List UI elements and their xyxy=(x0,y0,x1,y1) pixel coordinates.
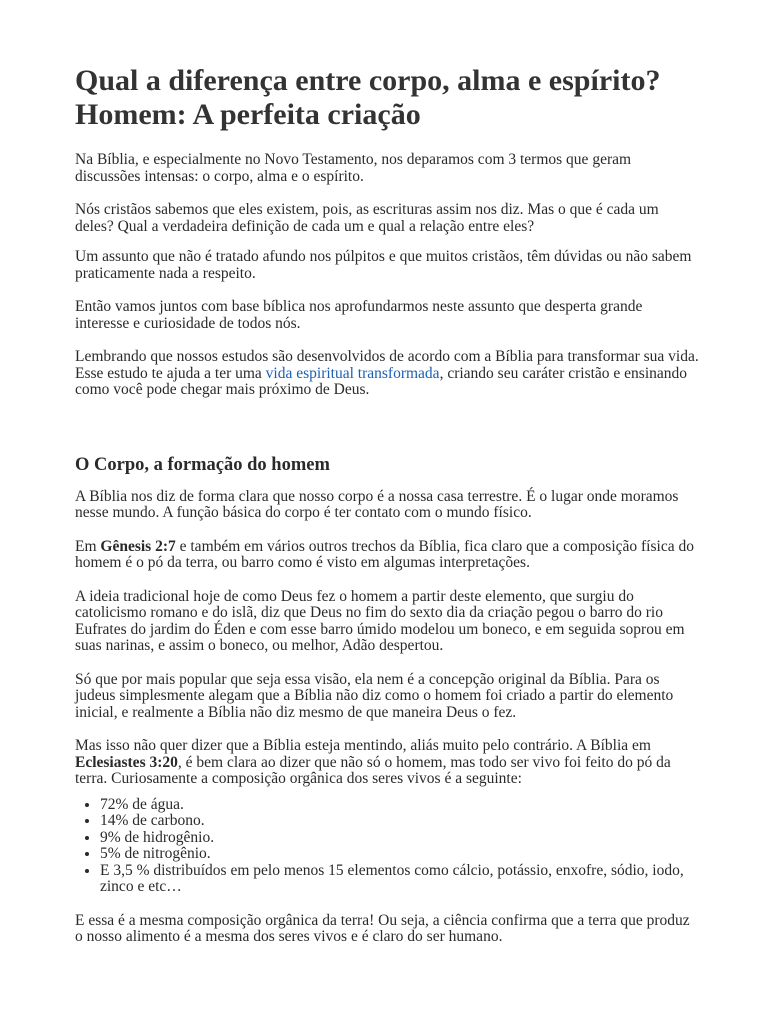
body-paragraph-5 xyxy=(75,738,700,788)
list-item: • 9% de hidrogênio. xyxy=(100,830,700,847)
body-paragraph-3: A ideia tradicional hoje de como Deus fez o homem a partir deste elemento, que surgiu do catolicismo romano e do islã, diz que Deus no fim do sexto dia da criação pegou o barro do rio Eufrates do jardim do Éden e com esse barro úmido modelou um boneco, e em seguida soprou em suas narinas, e assim o boneco, ou melhor, Adão despertou. xyxy=(75,587,685,654)
intro-paragraph-1: Na Bíblia, e especialmente no Novo Testamento, nos deparamos com 3 termos que geram discussões intensas: o corpo, alma e o espírito. xyxy=(75,151,632,185)
intro-paragraph-2: Nós cristãos sabemos que eles existem, pois, as escrituras assim nos diz. Mas o que é cada um deles? Qual a verdadeira definição de cada um e qual a relação entre eles? xyxy=(75,201,659,235)
title-line-2: Homem: A perfeita criação xyxy=(75,98,421,131)
list-item: • 72% de água. xyxy=(100,797,700,814)
body-paragraph-2-text-a: Em xyxy=(75,537,101,555)
list-item: • E 3,5 % distribuídos em pelo menos 15 elementos como cálcio, potássio, enxofre, sódio, iodo, zinco e etc… xyxy=(100,863,700,896)
body-paragraph-2 xyxy=(75,539,700,572)
intro-paragraph-4: Então vamos juntos com base bíblica nos aprofundarmos neste assunto que desperta grande interesse e curiosidade de todos nós. xyxy=(75,298,643,332)
page-title xyxy=(75,64,700,132)
title-line-1: Qual a diferença entre corpo, alma e espírito? xyxy=(75,64,661,97)
section-heading: O Corpo, a formação do homem xyxy=(75,454,330,475)
body-paragraph-1: A Bíblia nos diz de forma clara que nosso corpo é a nossa casa terrestre. É o lugar onde moramos nesse mundo. A função básica do corpo é ter contato com o mundo físico. xyxy=(75,487,679,521)
intro-paragraph-3: Um assunto que não é tratado afundo nos púlpitos e que muitos cristãos, têm dúvidas ou não sabem praticamente nada a respeito. xyxy=(75,248,692,282)
article-body xyxy=(75,64,700,946)
body-paragraph-5-text-a: Mas isso não quer dizer que a Bíblia esteja mentindo, aliás muito pelo contrário. A Bíblia em xyxy=(75,737,651,754)
list-item: • 5% de nitrogênio. xyxy=(100,846,700,863)
list-item: • 14% de carbono. xyxy=(100,813,700,830)
body-paragraph-2-text-b: e também em vários outros trechos da Bíblia, fica claro que a composição física do homem é o pó da terra, ou barro como é visto em algumas interpretações. xyxy=(75,537,694,571)
verse-reference-genesis: Gênesis 2:7 xyxy=(100,537,176,555)
spiritual-life-link[interactable]: vida espiritual transformada xyxy=(265,364,440,382)
intro-paragraph-5-text-a: Lembrando que nossos estudos são desenvolvidos de acordo com a Bíblia para transformar sua vida. Esse estudo te ajuda a ter uma xyxy=(75,348,699,382)
body-paragraph-6: E essa é a mesma composição orgânica da terra! Ou seja, a ciência confirma que a terra que produz o nosso alimento é a mesma dos seres vivos e é claro do ser humano. xyxy=(75,911,690,945)
body-paragraph-5-text-b: , é bem clara ao dizer que não só o homem, mas todo ser vivo foi feito do pó da terra. Curiosamente a composição orgânica dos seres vivos é a seguinte: xyxy=(75,753,671,787)
body-paragraph-4: Só que por mais popular que seja essa visão, ela nem é a concepção original da Bíblia. Para os judeus simplesmente alegam que a Bíblia não diz como o homem foi criado a partir do elemento inicial, e realmente a Bíblia não diz mesmo de que maneira Deus o fez. xyxy=(75,670,674,721)
intro-paragraph-5 xyxy=(75,349,700,399)
intro-paragraph-5-text-b: , criando seu caráter cristão e ensinando como você pode chegar mais próximo de Deus. xyxy=(75,364,688,398)
verse-reference-ecclesiastes: Eclesiastes 3:20 xyxy=(75,753,178,771)
composition-list xyxy=(75,797,700,896)
